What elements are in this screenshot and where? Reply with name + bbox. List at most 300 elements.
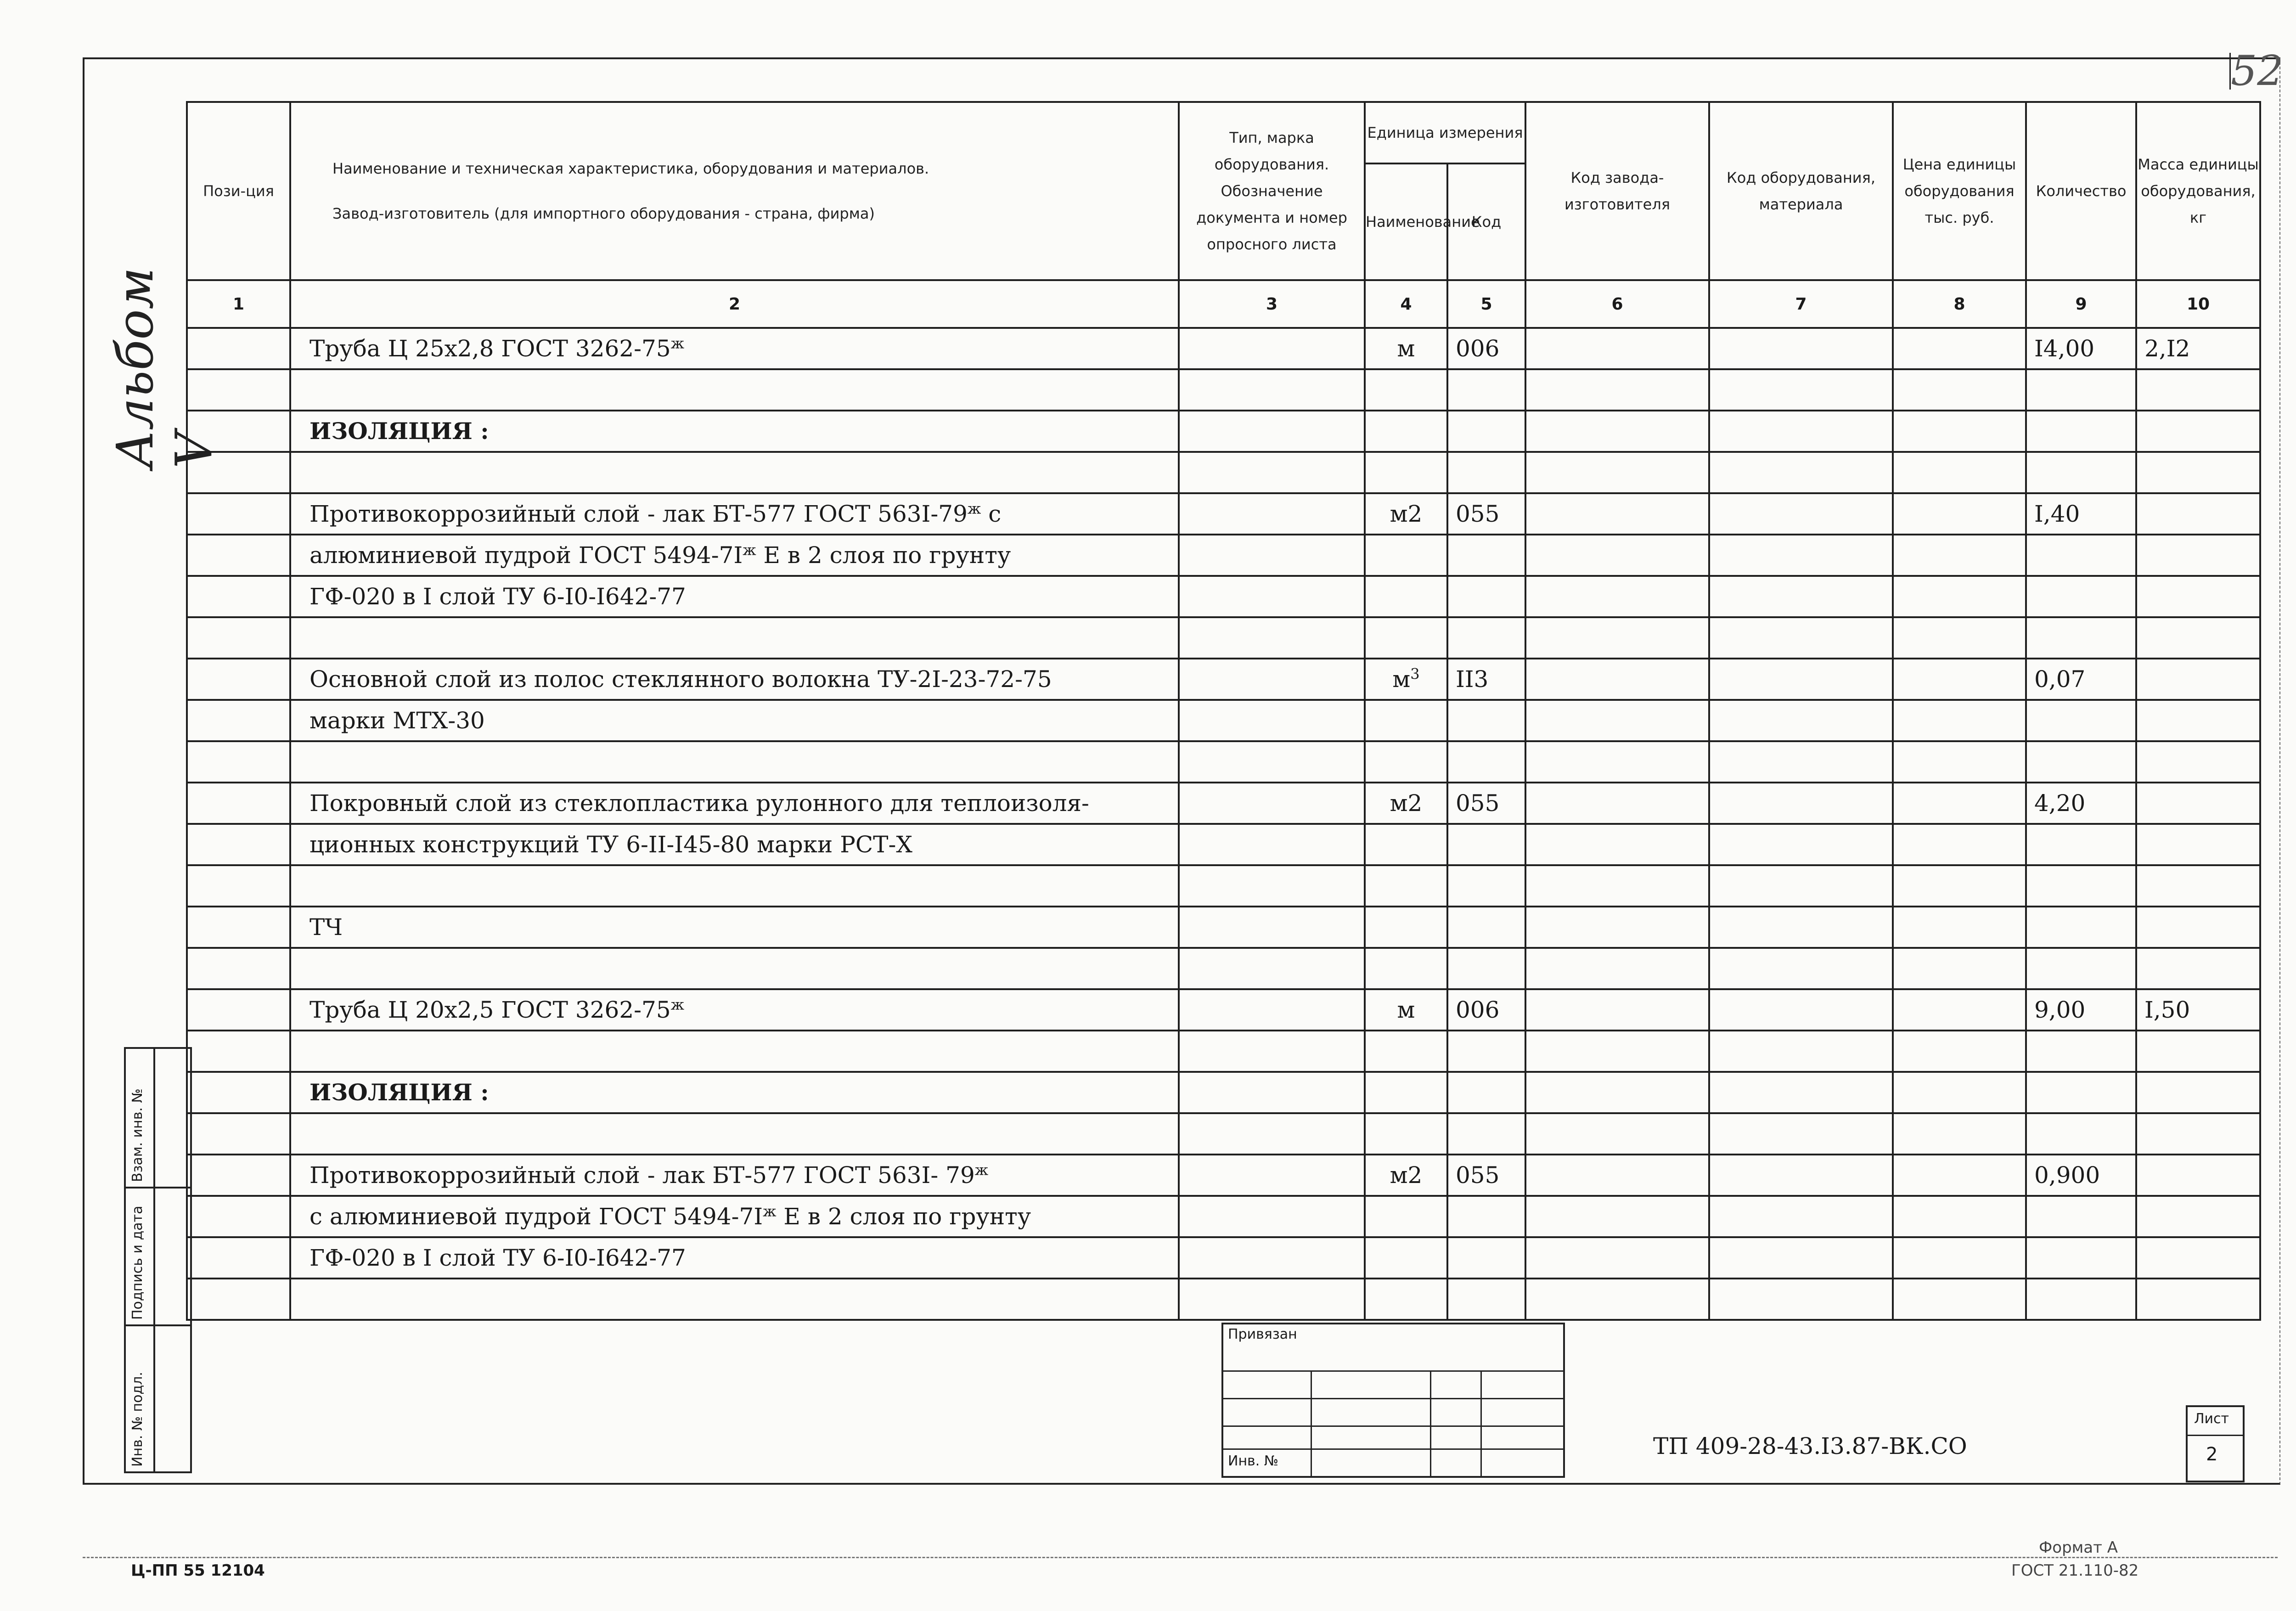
plant-code-cell (1525, 659, 1709, 700)
item-name-cell (290, 493, 1179, 535)
item-name: ГФ-020 в I слой ТУ 6-I0-I642-77 (310, 583, 686, 610)
plant-code-cell (1525, 1196, 1709, 1237)
price-cell (1893, 824, 2026, 865)
type-cell (1179, 948, 1365, 989)
position-cell (187, 1237, 290, 1279)
unit-cell (1365, 617, 1447, 659)
mass-cell (2136, 576, 2260, 617)
position-cell (187, 493, 290, 535)
position-cell (187, 1113, 290, 1155)
type-cell (1179, 824, 1365, 865)
position-cell (187, 700, 290, 741)
unit-code-cell (1447, 1113, 1525, 1155)
stamp-label-replace: Взам. инв. № (129, 1088, 146, 1182)
plant-code-cell (1525, 1072, 1709, 1113)
material-code-cell (1709, 1279, 1893, 1320)
price-cell (1893, 1072, 2026, 1113)
type-cell (1179, 1279, 1365, 1320)
quantity-cell (2026, 1279, 2136, 1320)
item-name-cell (290, 741, 1179, 783)
price-cell (1893, 1031, 2026, 1072)
material-code-cell (1709, 328, 1893, 369)
unit-cell (1365, 989, 1447, 1031)
type-cell (1179, 617, 1365, 659)
price-cell (1893, 783, 2026, 824)
item-name: с алюминиевой пудрой ГОСТ 5494-7I (310, 1203, 763, 1230)
quantity-cell (2026, 617, 2136, 659)
column-number: 4 (1365, 280, 1447, 328)
item-name-cell (290, 328, 1179, 369)
table-row (187, 1279, 2260, 1320)
unit-cell (1365, 1196, 1447, 1237)
price-cell (1893, 1113, 2026, 1155)
item-name-cell (290, 1031, 1179, 1072)
unit-cell (1365, 741, 1447, 783)
unit-cell (1365, 783, 1447, 824)
item-name-cell (290, 700, 1179, 741)
position-cell (187, 576, 290, 617)
mass-cell (2136, 1155, 2260, 1196)
item-name-cell (290, 369, 1179, 411)
mass-cell (2136, 824, 2260, 865)
column-number-row (187, 280, 2260, 328)
column-number: 2 (290, 280, 1179, 328)
unit-value: м (1397, 335, 1415, 362)
unit-code-cell: 055 (1447, 493, 1525, 535)
mass-cell (2136, 907, 2260, 948)
item-name-cell (290, 535, 1179, 576)
unit-code-cell (1447, 1072, 1525, 1113)
price-cell (1893, 493, 2026, 535)
price-cell (1893, 659, 2026, 700)
unit-code-cell (1447, 824, 1525, 865)
item-name: ционных конструкций ТУ 6-II-I45-80 марки РСТ-Х (310, 831, 913, 858)
header-unit: Единица измерения (1365, 102, 1525, 163)
table-row (187, 948, 2260, 989)
header-material-code: Код оборудования, материала (1709, 102, 1893, 280)
table-row (187, 493, 2260, 535)
sheet-box (2186, 1405, 2245, 1482)
material-code-cell (1709, 1196, 1893, 1237)
position-cell (187, 369, 290, 411)
mass-cell (2136, 948, 2260, 989)
material-code-cell (1709, 1072, 1893, 1113)
item-name: Противокоррозийный слой - лак БТ-577 ГОСТ 563I-79 (310, 501, 968, 527)
document-code: ТП 409-28-43.I3.87-ВК.СО (1653, 1433, 1967, 1459)
table-row (187, 659, 2260, 700)
type-cell (1179, 535, 1365, 576)
mass-cell (2136, 700, 2260, 741)
price-cell (1893, 1155, 2026, 1196)
item-name-cell (290, 1279, 1179, 1320)
unit-code-cell (1447, 369, 1525, 411)
item-name-cell (290, 783, 1179, 824)
type-cell (1179, 452, 1365, 493)
table-row (187, 1237, 2260, 1279)
item-name-cell (290, 1237, 1179, 1279)
unit-code-cell (1447, 1279, 1525, 1320)
mass-cell (2136, 1072, 2260, 1113)
column-number: 10 (2136, 280, 2260, 328)
item-name-cell (290, 907, 1179, 948)
material-code-cell (1709, 865, 1893, 907)
item-name-cell (290, 989, 1179, 1031)
album-label: Альбом V (106, 267, 223, 468)
item-name: Противокоррозийный слой - лак БТ-577 ГОСТ 563I- 79 (310, 1162, 975, 1189)
material-code-cell (1709, 907, 1893, 948)
unit-code-cell: 006 (1447, 989, 1525, 1031)
unit-cell (1365, 1237, 1447, 1279)
quantity-cell (2026, 1031, 2136, 1072)
unit-code-cell (1447, 1196, 1525, 1237)
unit-code-cell (1447, 1237, 1525, 1279)
price-cell (1893, 741, 2026, 783)
plant-code-cell (1525, 535, 1709, 576)
position-cell (187, 535, 290, 576)
unit-code-cell (1447, 576, 1525, 617)
table-row (187, 1113, 2260, 1155)
price-cell (1893, 411, 2026, 452)
item-name-tail: с (981, 501, 1002, 527)
quantity-cell: 0,900 (2026, 1155, 2136, 1196)
material-code-cell (1709, 700, 1893, 741)
quantity-cell (2026, 1072, 2136, 1113)
unit-cell (1365, 1113, 1447, 1155)
binding-line (1223, 1448, 1563, 1450)
item-name: ГФ-020 в I слой ТУ 6-I0-I642-77 (310, 1245, 686, 1271)
mass-cell (2136, 659, 2260, 700)
unit-code-cell (1447, 452, 1525, 493)
unit-code-cell (1447, 865, 1525, 907)
material-code-cell (1709, 824, 1893, 865)
unit-cell (1365, 452, 1447, 493)
binding-line (1430, 1370, 1431, 1476)
binding-inv-label: Инв. № (1228, 1453, 1279, 1469)
position-cell (187, 1155, 290, 1196)
position-cell (187, 865, 290, 907)
header-position: Пози-ция (187, 102, 290, 280)
quantity-cell (2026, 452, 2136, 493)
material-code-cell (1709, 535, 1893, 576)
price-cell (1893, 1196, 2026, 1237)
type-cell (1179, 865, 1365, 907)
binding-stamp (1221, 1323, 1565, 1478)
material-code-cell (1709, 741, 1893, 783)
mass-cell: 2,I2 (2136, 328, 2260, 369)
unit-cell (1365, 700, 1447, 741)
table-row (187, 369, 2260, 411)
mass-cell (2136, 1113, 2260, 1155)
unit-code-cell (1447, 741, 1525, 783)
table-row (187, 700, 2260, 741)
unit-code-cell: 055 (1447, 1155, 1525, 1196)
material-code-cell (1709, 369, 1893, 411)
mass-cell (2136, 1031, 2260, 1072)
unit-code-cell (1447, 948, 1525, 989)
column-number: 5 (1447, 280, 1525, 328)
plant-code-cell (1525, 411, 1709, 452)
material-code-cell (1709, 493, 1893, 535)
plant-code-cell (1525, 989, 1709, 1031)
type-cell (1179, 1155, 1365, 1196)
type-cell (1179, 1237, 1365, 1279)
header-unit-code: Код (1447, 163, 1525, 280)
type-cell (1179, 411, 1365, 452)
unit-code-cell: 055 (1447, 783, 1525, 824)
position-cell (187, 948, 290, 989)
plant-code-cell (1525, 617, 1709, 659)
item-name-superscript: ж (743, 541, 756, 559)
quantity-cell (2026, 1113, 2136, 1155)
unit-cell (1365, 865, 1447, 907)
quantity-cell (2026, 907, 2136, 948)
position-cell (187, 617, 290, 659)
table-row (187, 328, 2260, 369)
footer-code: Ц-ПП 55 12104 (131, 1561, 265, 1580)
unit-value: м (1397, 997, 1415, 1023)
table-row (187, 989, 2260, 1031)
stamp-label-sign: Подпись и дата (129, 1205, 146, 1320)
item-name-tail: Е в 2 слоя по грунту (776, 1203, 1031, 1230)
item-name-cell (290, 1196, 1179, 1237)
price-cell (1893, 907, 2026, 948)
type-cell (1179, 659, 1365, 700)
item-name-cell (290, 865, 1179, 907)
binding-line (1223, 1370, 1563, 1372)
table-row (187, 411, 2260, 452)
material-code-cell (1709, 1237, 1893, 1279)
item-name: ИЗОЛЯЦИЯ : (310, 417, 489, 445)
binding-line (1480, 1370, 1482, 1476)
page-number: 52 (2229, 53, 2281, 90)
item-name-cell (290, 576, 1179, 617)
type-cell (1179, 1196, 1365, 1237)
unit-value: м2 (1390, 501, 1423, 527)
plant-code-cell (1525, 1237, 1709, 1279)
item-name-cell (290, 1072, 1179, 1113)
unit-superscript: 3 (1410, 665, 1420, 683)
item-name: Покровный слой из стеклопластика рулонного для теплоизоля- (310, 790, 1089, 817)
position-cell (187, 1031, 290, 1072)
mass-cell (2136, 452, 2260, 493)
material-code-cell (1709, 659, 1893, 700)
price-cell (1893, 369, 2026, 411)
plant-code-cell (1525, 700, 1709, 741)
unit-cell (1365, 493, 1447, 535)
footer-format: Формат А (2039, 1538, 2118, 1557)
table-row (187, 1031, 2260, 1072)
mass-cell (2136, 617, 2260, 659)
material-code-cell (1709, 1031, 1893, 1072)
type-cell (1179, 1113, 1365, 1155)
stamp-label-inv: Инв. № подл. (129, 1372, 146, 1467)
header-type: Тип, марка оборудования. Обозначение документа и номер опросного листа (1179, 102, 1365, 280)
unit-code-cell (1447, 411, 1525, 452)
mass-cell (2136, 1196, 2260, 1237)
item-name-cell (290, 617, 1179, 659)
footer-gost: ГОСТ 21.110-82 (2011, 1561, 2139, 1580)
column-number: 3 (1179, 280, 1365, 328)
table-row (187, 824, 2260, 865)
item-name: алюминиевой пудрой ГОСТ 5494-7I (310, 542, 743, 569)
item-name-superscript: ж (763, 1202, 777, 1220)
plant-code-cell (1525, 576, 1709, 617)
header-quantity: Количество (2026, 102, 2136, 280)
plant-code-cell (1525, 369, 1709, 411)
plant-code-cell (1525, 1113, 1709, 1155)
unit-code-cell: II3 (1447, 659, 1525, 700)
mass-cell (2136, 741, 2260, 783)
header-name (290, 102, 1179, 280)
item-name-superscript: ж (670, 334, 685, 352)
mass-cell: I,50 (2136, 989, 2260, 1031)
price-cell (1893, 452, 2026, 493)
type-cell (1179, 700, 1365, 741)
plant-code-cell (1525, 493, 1709, 535)
position-cell (187, 783, 290, 824)
quantity-cell (2026, 865, 2136, 907)
table-row (187, 783, 2260, 824)
table-row (187, 617, 2260, 659)
table-row (187, 741, 2260, 783)
price-cell (1893, 865, 2026, 907)
type-cell (1179, 989, 1365, 1031)
price-cell (1893, 535, 2026, 576)
table-body (187, 328, 2260, 1320)
plant-code-cell (1525, 948, 1709, 989)
specification-table (186, 101, 2261, 1321)
price-cell (1893, 1237, 2026, 1279)
header-unit-name: Наименование (1365, 163, 1447, 280)
plant-code-cell (1525, 783, 1709, 824)
mass-cell (2136, 1279, 2260, 1320)
binding-line (1311, 1370, 1312, 1476)
column-number: 6 (1525, 280, 1709, 328)
sheet-label: Лист (2194, 1411, 2229, 1427)
header-mass: Масса единицы оборудования, кг (2136, 102, 2260, 280)
type-cell (1179, 783, 1365, 824)
position-cell (187, 1072, 290, 1113)
price-cell (1893, 948, 2026, 989)
material-code-cell (1709, 948, 1893, 989)
unit-code-cell: 006 (1447, 328, 1525, 369)
quantity-cell (2026, 535, 2136, 576)
price-cell (1893, 617, 2026, 659)
item-name-tail: Е в 2 слоя по грунту (756, 542, 1011, 569)
table-row (187, 452, 2260, 493)
position-cell (187, 659, 290, 700)
header-name-line2: Завод-изготовитель (для импортного оборудования - страна, фирма) (332, 205, 875, 222)
item-name-superscript: ж (974, 1161, 989, 1179)
unit-cell (1365, 948, 1447, 989)
mass-cell (2136, 535, 2260, 576)
material-code-cell (1709, 1113, 1893, 1155)
table-row (187, 865, 2260, 907)
plant-code-cell (1525, 1031, 1709, 1072)
unit-cell (1365, 411, 1447, 452)
quantity-cell (2026, 824, 2136, 865)
position-cell (187, 741, 290, 783)
header-plant-code: Код завода-изготовителя (1525, 102, 1709, 280)
unit-cell (1365, 369, 1447, 411)
position-cell (187, 328, 290, 369)
item-name: Труба Ц 25х2,8 ГОСТ 3262-75 (310, 335, 671, 362)
price-cell (1893, 576, 2026, 617)
item-name: Основной слой из полос стеклянного волокна ТУ-2I-23-72-75 (310, 666, 1052, 693)
column-number: 9 (2026, 280, 2136, 328)
quantity-cell (2026, 1237, 2136, 1279)
unit-cell (1365, 328, 1447, 369)
item-name-cell (290, 824, 1179, 865)
quantity-cell: 9,00 (2026, 989, 2136, 1031)
plant-code-cell (1525, 1279, 1709, 1320)
material-code-cell (1709, 617, 1893, 659)
table-row (187, 1072, 2260, 1113)
column-number: 8 (1893, 280, 2026, 328)
stamp-divider (126, 1187, 190, 1189)
plant-code-cell (1525, 865, 1709, 907)
header-name-line1: Наименование и техническая характеристика, оборудования и материалов. (332, 160, 929, 177)
stamp-divider (126, 1324, 190, 1326)
unit-cell (1365, 1279, 1447, 1320)
stamp-divider (153, 1049, 155, 1471)
position-cell (187, 989, 290, 1031)
mass-cell (2136, 783, 2260, 824)
quantity-cell (2026, 411, 2136, 452)
item-name-superscript: ж (670, 996, 685, 1014)
quantity-cell: 0,07 (2026, 659, 2136, 700)
price-cell (1893, 989, 2026, 1031)
unit-cell (1365, 535, 1447, 576)
item-name: ТЧ (310, 914, 343, 941)
item-name-cell (290, 411, 1179, 452)
unit-code-cell (1447, 700, 1525, 741)
unit-cell (1365, 1031, 1447, 1072)
table-row (187, 535, 2260, 576)
item-name-cell (290, 1155, 1179, 1196)
binding-stamp-label: Привязан (1228, 1326, 1297, 1342)
quantity-cell (2026, 700, 2136, 741)
mass-cell (2136, 1237, 2260, 1279)
quantity-cell (2026, 741, 2136, 783)
quantity-cell: I4,00 (2026, 328, 2136, 369)
unit-cell (1365, 907, 1447, 948)
price-cell (1893, 1279, 2026, 1320)
price-cell (1893, 328, 2026, 369)
plant-code-cell (1525, 907, 1709, 948)
plant-code-cell (1525, 328, 1709, 369)
mass-cell (2136, 369, 2260, 411)
plant-code-cell (1525, 824, 1709, 865)
unit-cell (1365, 1072, 1447, 1113)
position-cell (187, 907, 290, 948)
unit-value: м (1392, 666, 1411, 693)
unit-code-cell (1447, 1031, 1525, 1072)
unit-value: м2 (1390, 1162, 1423, 1189)
header-price: Цена единицы оборудования тыс. руб. (1893, 102, 2026, 280)
type-cell (1179, 576, 1365, 617)
mass-cell (2136, 493, 2260, 535)
table-row (187, 907, 2260, 948)
column-number: 1 (187, 280, 290, 328)
quantity-cell: 4,20 (2026, 783, 2136, 824)
sheet-value: 2 (2206, 1444, 2218, 1465)
table-row (187, 1155, 2260, 1196)
unit-cell (1365, 1155, 1447, 1196)
type-cell (1179, 493, 1365, 535)
item-name-superscript: ж (967, 500, 981, 518)
item-name-cell (290, 659, 1179, 700)
